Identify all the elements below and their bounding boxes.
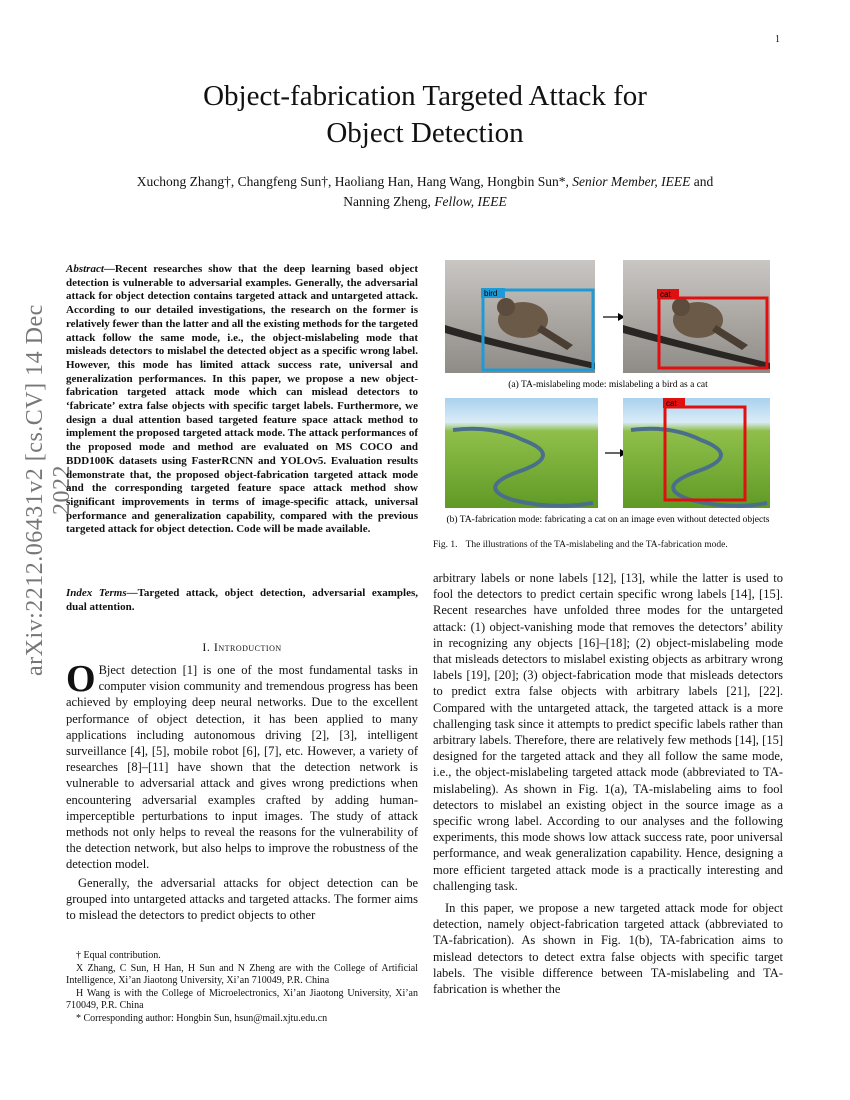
author-list <box>80 172 770 212</box>
page-number: 1 <box>775 34 780 45</box>
introduction-body <box>66 658 418 923</box>
figure-caption-text: The illustrations of the TA-mislabeling and the TA-fabrication mode. <box>465 540 728 550</box>
caption-a: (a) TA-mislabeling mode: mislabeling a bird as a cat <box>508 380 708 390</box>
drop-cap: O <box>66 658 96 700</box>
index-terms <box>66 587 418 614</box>
cat-label-b: cat <box>666 399 677 408</box>
authors-and: and <box>690 174 714 189</box>
index-terms-text: —Targeted attack, object detection, adversarial examples, dual attention. <box>66 587 418 613</box>
abstract <box>66 263 418 537</box>
landscape-image-original <box>445 398 598 508</box>
footnote-affiliation-1: X Zhang, C Sun, H Han, H Sun and N Zheng are with the College of Artificial Intelligence, Xi’an Jiaotong University, Xi’an 710049, P.R. China <box>66 962 418 986</box>
right-column-body <box>433 570 783 997</box>
abstract-text: —Recent researches show that the deep learning based object detection is vulnerable to adversarial examples. Generally, the adversarial attack for object detection contains targeted attack and untargeted attack. According to our detailed investigations, the research on the former is relatively fewer than the latter and all the existing methods for the targeted attack follow the same mode, i.e., the object-mislabeling mode that misleads detectors to mislabel the detected object as a specific wrong label. However, this mode has limited attack success rate, universal and generalization performances. In this paper, we propose a new object-fabrication targeted attack mode which can mislead detectors to ‘fabricate’ extra false objects with specific target labels. Furthermore, we design a dual attention based targeted feature space attack method to implement the proposed targeted attack mode. The attack performances of the proposed mode and method are evaluated on MS COCO and BDD100K datasets using FasterRCNN and YOLOv5. Evaluation results demonstrate that, the proposed object-fabrication targeted attack mode and the corresponding targeted feature space attack method show significant improvements in terms of image-specific attack, universal performance and generalization capability, compared with the previous targeted attack for object detection. Code will be made available. <box>66 263 418 536</box>
intro-paragraph-1-text: Bject detection [1] is one of the most fundamental tasks in computer vision community and tremendous progress has been achieved by employing deep neural networks. Due to the excellent performance of object detection, it has been applied to many applications including autonomous driving [2], [3], intelligent surveillance [4], [5], mobile robot [6], [7], etc. However, a variety of researches [8]–[11] have shown that the detection network is vulnerable to adversarial attack and gives wrong predictions when encountering adversarial examples crafted by adding human-imperceptible perturbations to input images. The study of attack methods not only helps to reveal the reasons for the vulnerability of the detection network, but also helps to improve the robustness of the detection model. <box>66 663 418 872</box>
bird-image-attacked <box>623 260 770 373</box>
intro-paragraph-1 <box>66 658 418 873</box>
caption-b: (b) TA-fabrication mode: fabricating a cat on an image even without detected objects <box>446 515 770 525</box>
paper-title <box>100 78 750 152</box>
figure-1 <box>433 255 783 555</box>
footnote-corresponding-author: * Corresponding author: Hongbin Sun, hsun@mail.xjtu.edu.cn <box>76 1012 328 1024</box>
right-paragraph-2: In this paper, we propose a new targeted attack mode for object detection, namely object-fabrication targeted attack (abbreviated to TA-fabrication). As shown in Fig. 1(b), TA-fabrication aims to mislead detectors to detect extra false objects with specific target labels. The visible difference between TA-mislabeling and TA-fabrication is whether the <box>433 901 783 997</box>
authors-line-2 <box>80 192 770 212</box>
arxiv-identifier: arXiv:2212.06431v2 [cs.CV] 14 Dec 2022 <box>22 304 75 676</box>
title-line-2: Object Detection <box>326 117 524 149</box>
right-paragraph-1: arbitrary labels or none labels [12], [13], while the latter is used to fool the detectors to predict certain specific wrong labels [14], [15]. Recent researches have unfolded three modes for the untargeted attack: (1) object-vanishing mode that removes the detectors’ ability in recognizing any objects [16]–[18]; (2) object-mislabeling mode that misleads detectors to mislabel existing objects as arbitrary wrong labels [19], [20]; (3) object-fabrication mode that misleads detectors to predict extra false objects with arbitrary labels [21], [22]. Compared with the untargeted attack, the targeted attack is a more challenging task since it attempts to predict specific labels rather than arbitrary labels. Therefore, there are relatively few methods [14], [15] designed for the targeted attack and they all follow the same mode, i.e., the object-mislabeling targeted attack mode (abbreviated to TA-mislabeling). As shown in Fig. 1(a), TA-mislabeling aims to fool detectors to mislabel an existing object in the source image as a specific wrong label. According to our analyses and the following experiments, this mode shows low attack success rate, poor universal performance, and weak generalization capability. Hence, designing a more efficient targeted attack mode is a practically interesting and challenging task. <box>433 571 783 893</box>
footnote-affiliation-2: H Wang is with the College of Microelectronics, Xi’an Jiaotong University, Xi’an 710049, P.R. China <box>66 987 418 1011</box>
bird-label: bird <box>484 289 498 298</box>
index-terms-label: Index Terms <box>66 587 127 599</box>
footnotes <box>66 950 418 1025</box>
landscape-image-attacked <box>623 398 770 508</box>
author-last: Nanning Zheng, <box>343 194 435 209</box>
authors-names: Xuchong Zhang†, Changfeng Sun†, Haoliang Han, Hang Wang, Hongbin Sun*, <box>136 174 573 189</box>
footnote-equal-contribution: † Equal contribution. <box>76 950 161 961</box>
section-heading-introduction: I. Introduction <box>202 640 282 654</box>
figure-number: Fig. 1. <box>433 540 458 550</box>
author-fellow-title: Fellow, IEEE <box>434 194 507 209</box>
abstract-label: Abstract <box>66 263 104 275</box>
intro-paragraph-2: Generally, the adversarial attacks for object detection can be grouped into untargeted attacks and targeted attacks. The former aims to mislead the detectors to predict objects to other <box>66 875 418 923</box>
figure-caption <box>433 540 728 550</box>
author-senior-title: Senior Member, IEEE <box>572 174 691 189</box>
title-line-1: Object-fabrication Targeted Attack for <box>203 80 647 112</box>
figure-1-illustration <box>433 255 783 530</box>
authors-line-1 <box>80 172 770 192</box>
cat-label-a: cat <box>660 290 671 299</box>
bird-image-original <box>445 260 595 373</box>
